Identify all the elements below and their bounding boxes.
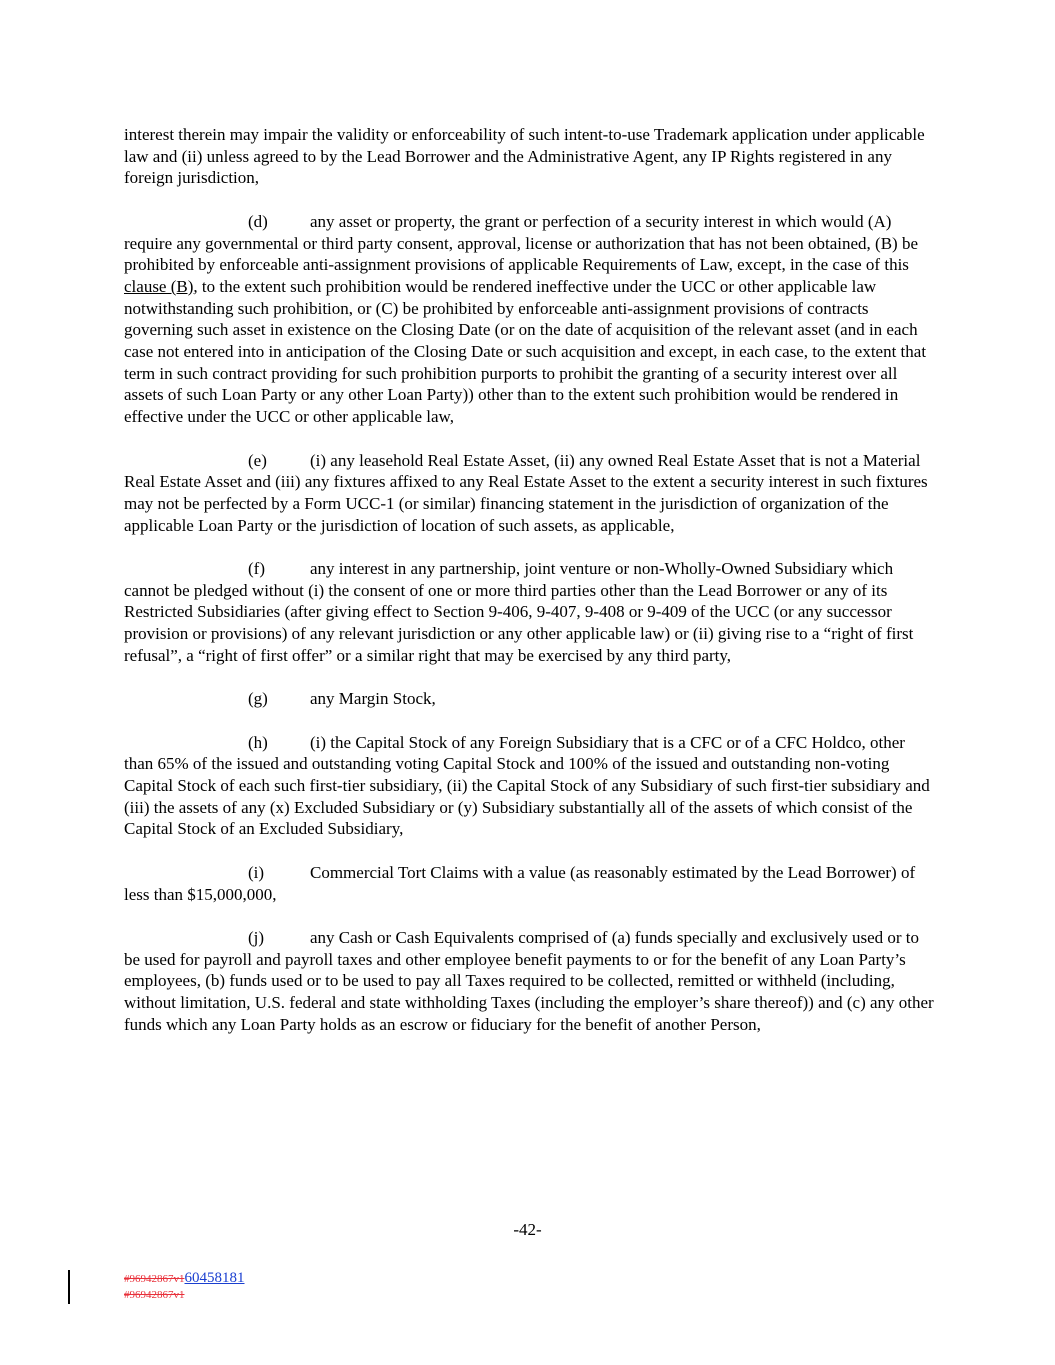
item-label: (h) bbox=[248, 732, 268, 752]
paragraph-j: (j) any Cash or Cash Equivalents comprised of (a) funds specially and exclusively used or to be used for payroll and payroll taxes and other employee benefit payments to or for the benefit of any Loan Party’s employees, (b) funds used or to be used to pay all Taxes required to be collected, remitted or withheld (including, without limitation, U.S. federal and state withholding Taxes (including the employer’s share thereof)) and (c) any other funds which any Loan Party holds as an escrow or fiduciary for the benefit of another Person, bbox=[124, 927, 934, 1034]
deleted-doc-id-2: #96942867v1 bbox=[124, 1289, 185, 1301]
clause-reference: clause (B) bbox=[124, 276, 194, 296]
paragraph-d: (d) any asset or property, the grant or perfection of a security interest in which would (A) require any governmental or third party consent, approval, license or authorization that has not been obtained, (B) be prohibited by enforceable anti-assignment provisions of applicable Requirements of Law, except, in the case of this clause (B), to the extent such prohibition would be rendered ineffective under the UCC or other applicable law notwithstanding such prohibition, or (C) be prohibited by enforceable anti-assignment provisions of contracts governing such asset in existence on the Closing Date (or on the date of acquisition of the relevant asset (and in each case not entered into in anticipation of the Closing Date or such acquisition and except, in each case, to the extent that term in such contract providing for such prohibition purports to prohibit the granting of a security interest over all assets of such Loan Party or any other Loan Party)) other than to the extent such prohibition would be rendered in effective under the UCC or other applicable law, bbox=[124, 211, 927, 427]
item-label: (f) bbox=[248, 559, 265, 579]
page-number: -42- bbox=[513, 1220, 542, 1239]
paragraph-g: (g) any Margin Stock, bbox=[248, 689, 436, 709]
inserted-doc-id: 60458181 bbox=[184, 1270, 245, 1286]
paragraph-f: (f) any interest in any partnership, joint venture or non-Wholly-Owned Subsidiary which cannot be pledged without (i) the consent of one or more third parties other than the Lead Borrower or any of its Restricted Subsidiaries (after giving effect to Section 9-406, 9-407, 9-408 or 9-409 of the UCC (or any successor provision or provisions) of any relevant jurisdiction or any other applicable law) or (ii) giving rise to a “right of first refusal”, a “right of first offer” or a similar right that may be exercised by any third party, bbox=[124, 559, 914, 665]
item-label: (j) bbox=[248, 927, 265, 947]
paragraph-e: (e) (i) any leasehold Real Estate Asset, (ii) any owned Real Estate Asset that is not a Material Real Estate Asset and (iii) any fixtures affixed to any Real Estate Asset to the extent a security interest in such fixtures may not be perfected by a Form UCC-1 (or similar) financing statement in the jurisdiction of organization of the applicable Loan Party or the jurisdiction of location of such assets, as applicable, bbox=[124, 450, 928, 535]
document-body bbox=[124, 124, 934, 1057]
paragraph-h: (h) (i) the Capital Stock of any Foreign Subsidiary that is a CFC or of a CFC Holdco, other than 65% of the issued and outstanding voting Capital Stock and 100% of the issued and outstanding non-voting Capital Stock of each such first-tier subsidiary, (ii) the Capital Stock of any Subsidiary of such first-tier subsidiary and (iii) the assets of any (x) Excluded Subsidiary or (y) Subsidiary substantially all of the assets of which consist of the Capital Stock of an Excluded Subsidiary, bbox=[124, 732, 930, 839]
item-label: (i) bbox=[248, 862, 265, 882]
paragraph-i: (i) Commercial Tort Claims with a value (as reasonably estimated by the Lead Borrower) of less than $15,000,000, bbox=[124, 862, 916, 904]
item-label: (g) bbox=[248, 689, 268, 709]
paragraph-continuation: interest therein may impair the validity or enforceability of such intent-to-use Trademark application under applicable law and (ii) unless agreed to by the Lead Borrower and the Administrative Agent, any IP Rights registered in any foreign jurisdiction, bbox=[124, 125, 925, 188]
document-id bbox=[124, 1270, 245, 1303]
item-label: (d) bbox=[248, 211, 268, 231]
item-label: (e) bbox=[248, 450, 267, 470]
deleted-doc-id: #96942867v1 bbox=[124, 1273, 185, 1285]
change-bar bbox=[68, 1270, 70, 1304]
